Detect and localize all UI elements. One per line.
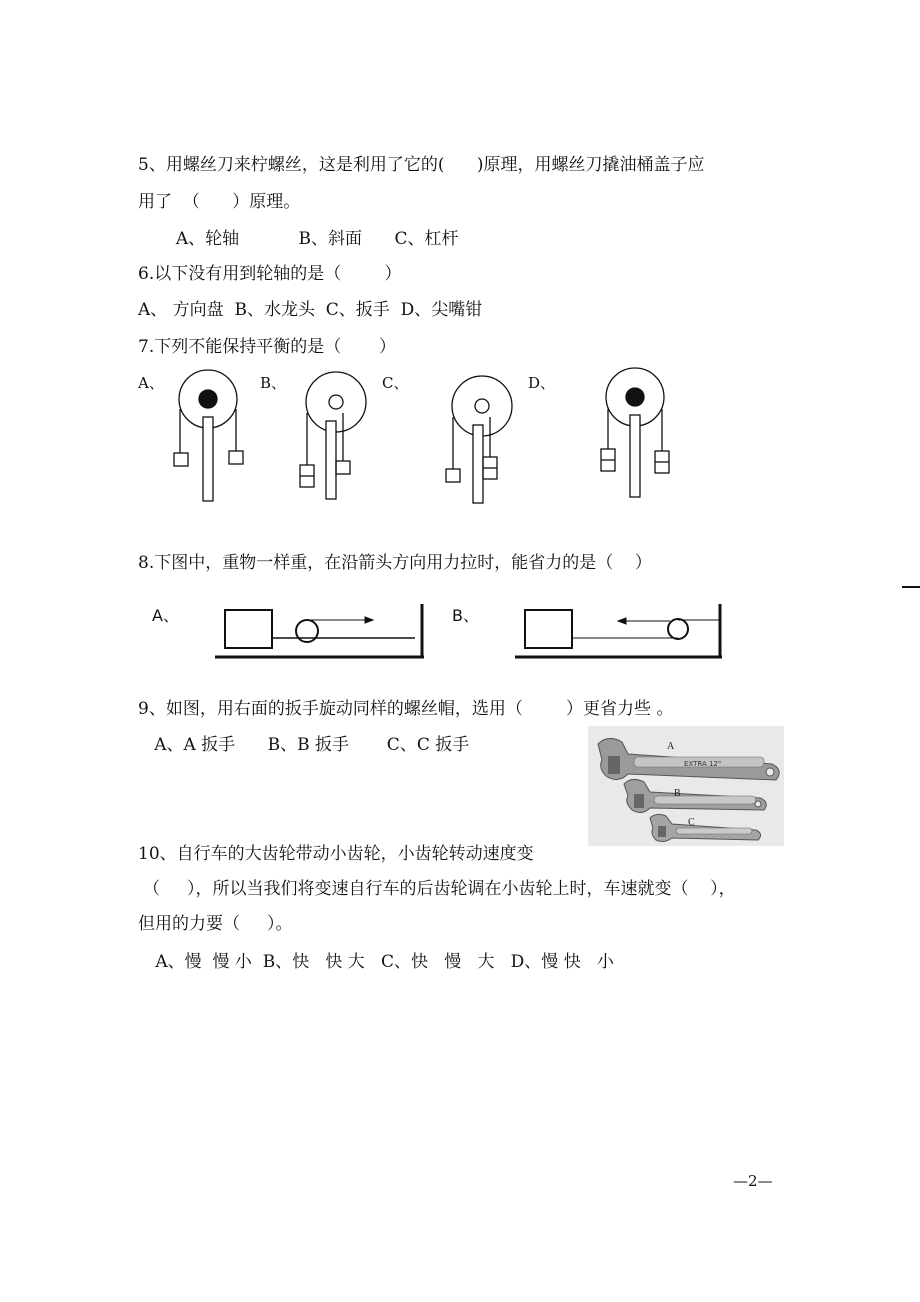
q6-stem: 6.以下没有用到轮轴的是（ ） [138,264,402,284]
wrench-label-a: A [667,741,675,752]
q9-stem: 9、如图，用右面的扳手旋动同样的螺丝帽，选用（ ）更省力些 。 [138,699,674,719]
q10-options: A、慢 慢 小 B、快 快 大 C、快 慢 大 D、慢 快 小 [150,952,614,972]
pulley-diagrams [210,598,730,664]
q7-label-c: C、 [382,374,409,392]
q5-line1: 5、用螺丝刀来柠螺丝，这是利用了它的( )原理，用螺丝刀撬油桶盖子应 [138,155,705,175]
wrench-a-engraving: EXTRA 12" [684,760,722,768]
margin-mark [902,586,920,588]
q7-label-a: A、 [138,374,164,392]
q8-stem: 8.下图中，重物一样重，在沿箭头方向用力拉时，能省力的是（ ） [138,553,652,573]
q9-options: A、A 扳手 B、B 扳手 C、C 扳手 [138,735,470,755]
q8-label-b: B、 [452,606,479,625]
q5-line2: 用了 （ ）原理。 [138,192,301,212]
q10-line2: （ ），所以当我们将变速自行车的后齿轮调在小齿轮上时，车速就变（ ）， [143,879,736,899]
diagram-a [174,370,243,501]
wrenches-photo [588,726,784,846]
q10-line1: 10、自行车的大齿轮带动小齿轮，小齿轮转动速度变 [138,844,534,864]
diagram-d [601,368,669,497]
q5-options: A、轮轴 B、斜面 C、杠杆 [138,229,459,249]
q6-options: A、 方向盘 B、水龙头 C、扳手 D、尖嘴钳 [138,300,483,320]
wheel-axle-diagrams [170,365,690,515]
pulley-b [515,604,722,658]
wrench-label-b: B [674,788,681,799]
diagram-b [300,372,366,499]
q7-label-b: B、 [260,374,287,392]
q10-line3: 但用的力要（ ）。 [138,914,293,934]
page-number: —2— [733,1172,773,1190]
q7-label-d: D、 [528,374,556,392]
pulley-a [215,604,424,658]
q7-stem: 7.下列不能保持平衡的是（ ） [138,337,397,357]
wrench-label-c: C [688,817,695,828]
diagram-c [446,376,512,503]
q8-label-a: A、 [152,606,179,625]
